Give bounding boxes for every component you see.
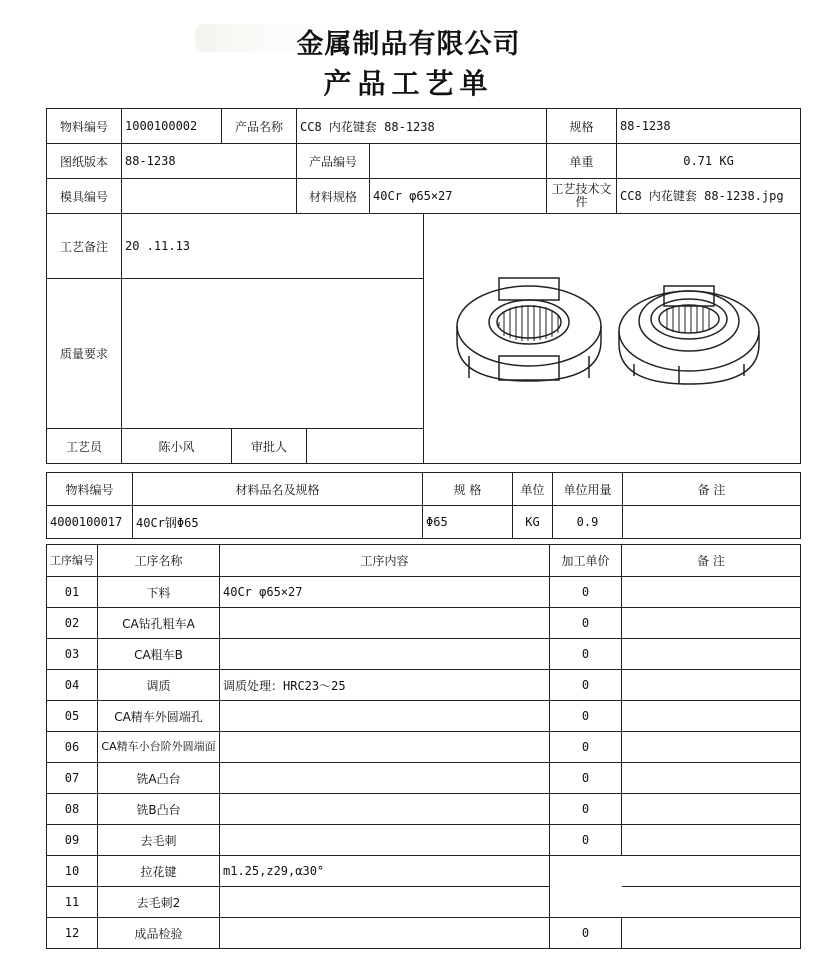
tech-file-label: 工艺技术文件 <box>547 179 617 214</box>
op-price <box>550 856 622 887</box>
tech-file-value: CC8 内花键套 88-1238.jpg <box>617 179 801 214</box>
op-name: 下料 <box>98 577 220 608</box>
table-row <box>47 732 801 763</box>
op-no: 06 <box>47 732 98 763</box>
op-note <box>622 856 801 887</box>
op-no: 05 <box>47 701 98 732</box>
op-no: 07 <box>47 763 98 794</box>
op-name: CA钻孔粗车A <box>98 608 220 639</box>
op-no: 11 <box>47 887 98 918</box>
operations-table <box>46 544 801 949</box>
engineer-label: 工艺员 <box>47 429 122 464</box>
quality-label: 质量要求 <box>47 279 122 429</box>
table-row <box>47 794 801 825</box>
op-note <box>622 732 801 763</box>
unit-weight-label: 单重 <box>547 144 617 179</box>
op-name: 铣A凸台 <box>98 763 220 794</box>
part-drawing <box>424 216 799 461</box>
op-note <box>622 670 801 701</box>
materials-header-name: 材料品名及规格 <box>133 473 423 506</box>
material-spec-value: 40Cr φ65×27 <box>370 179 547 214</box>
op-price: 0 <box>550 639 622 670</box>
op-content <box>220 608 550 639</box>
table-row <box>47 608 801 639</box>
op-content <box>220 887 550 918</box>
op-name: CA粗车B <box>98 639 220 670</box>
op-content <box>220 825 550 856</box>
op-price: 0 <box>550 825 622 856</box>
op-note <box>622 577 801 608</box>
spec-value: 88-1238 <box>617 109 801 144</box>
op-note <box>622 918 801 949</box>
op-no: 02 <box>47 608 98 639</box>
mold-no-label: 模具编号 <box>47 179 122 214</box>
material-name: 40Cr钢Φ65 <box>133 506 423 539</box>
op-price: 0 <box>550 577 622 608</box>
op-no: 03 <box>47 639 98 670</box>
materials-header-note: 备 注 <box>623 473 801 506</box>
product-no-label: 产品编号 <box>297 144 370 179</box>
part-drawing-cell <box>424 214 801 464</box>
drawing-version-value: 88-1238 <box>122 144 297 179</box>
product-name-label: 产品名称 <box>222 109 297 144</box>
op-content <box>220 763 550 794</box>
op-content <box>220 918 550 949</box>
material-code-label: 物料编号 <box>47 109 122 144</box>
mold-no-value <box>122 179 297 214</box>
op-price: 0 <box>550 732 622 763</box>
material-spec-label: 材料规格 <box>297 179 370 214</box>
product-no-value <box>370 144 547 179</box>
op-content <box>220 639 550 670</box>
ops-header-price: 加工单价 <box>550 545 622 577</box>
material-spec: Φ65 <box>423 506 513 539</box>
ops-header-no: 工序编号 <box>47 545 98 577</box>
op-content: 调质处理：HRC23～25 <box>220 670 550 701</box>
op-note <box>622 794 801 825</box>
op-note <box>622 887 801 918</box>
process-note-value: 20 .11.13 <box>122 214 424 279</box>
material-note <box>623 506 801 539</box>
engineer-value: 陈小风 <box>122 429 232 464</box>
op-note <box>622 825 801 856</box>
op-price: 0 <box>550 608 622 639</box>
table-row <box>47 577 801 608</box>
op-name: 去毛刺2 <box>98 887 220 918</box>
op-name: 调质 <box>98 670 220 701</box>
material-code: 4000100017 <box>47 506 133 539</box>
drawing-version-label: 图纸版本 <box>47 144 122 179</box>
part-view-right <box>619 286 759 384</box>
op-name: CA精车小台阶外圆端面 <box>98 732 220 763</box>
materials-header-unit: 单位 <box>513 473 553 506</box>
materials-header-spec: 规 格 <box>423 473 513 506</box>
op-note <box>622 701 801 732</box>
process-note-label: 工艺备注 <box>47 214 122 279</box>
table-row <box>47 825 801 856</box>
spec-label: 规格 <box>547 109 617 144</box>
op-content <box>220 732 550 763</box>
op-price: 0 <box>550 918 622 949</box>
table-row <box>47 856 801 887</box>
op-content <box>220 701 550 732</box>
materials-header-code: 物料编号 <box>47 473 133 506</box>
ops-header-content: 工序内容 <box>220 545 550 577</box>
op-no: 08 <box>47 794 98 825</box>
table-row <box>47 763 801 794</box>
materials-header-qty: 单位用量 <box>553 473 623 506</box>
op-content: 40Cr φ65×27 <box>220 577 550 608</box>
product-name-value: CC8 内花键套 88-1238 <box>297 109 547 144</box>
company-name: 金属制品有限公司 <box>296 29 521 60</box>
materials-table <box>46 472 801 539</box>
op-price: 0 <box>550 701 622 732</box>
op-name: 铣B凸台 <box>98 794 220 825</box>
op-name: 去毛刺 <box>98 825 220 856</box>
op-note <box>622 608 801 639</box>
op-name: CA精车外圆端孔 <box>98 701 220 732</box>
product-info-table <box>46 108 801 214</box>
approver-label: 审批人 <box>232 429 307 464</box>
op-note <box>622 763 801 794</box>
op-price: 0 <box>550 794 622 825</box>
table-row <box>47 887 801 918</box>
table-row <box>47 506 801 539</box>
op-name: 成品检验 <box>98 918 220 949</box>
op-content <box>220 794 550 825</box>
material-qty: 0.9 <box>553 506 623 539</box>
op-no: 09 <box>47 825 98 856</box>
table-row <box>47 670 801 701</box>
part-view-left <box>457 278 601 381</box>
material-code-value: 1000100002 <box>122 109 222 144</box>
op-no: 04 <box>47 670 98 701</box>
op-price: 0 <box>550 670 622 701</box>
op-note <box>622 639 801 670</box>
material-unit: KG <box>513 506 553 539</box>
ops-header-note: 备 注 <box>622 545 801 577</box>
approver-value <box>307 429 424 464</box>
table-row <box>47 701 801 732</box>
document-title: 产品工艺单 <box>323 67 494 100</box>
unit-weight-value: 0.71 KG <box>617 144 801 179</box>
op-price: 0 <box>550 763 622 794</box>
notes-table <box>46 213 801 464</box>
op-no: 10 <box>47 856 98 887</box>
table-row <box>47 918 801 949</box>
op-content: m1.25,z29,α30° <box>220 856 550 887</box>
table-row <box>47 639 801 670</box>
op-price <box>550 887 622 918</box>
op-name: 拉花键 <box>98 856 220 887</box>
op-no: 01 <box>47 577 98 608</box>
quality-value <box>122 279 424 429</box>
op-no: 12 <box>47 918 98 949</box>
ops-header-name: 工序名称 <box>98 545 220 577</box>
